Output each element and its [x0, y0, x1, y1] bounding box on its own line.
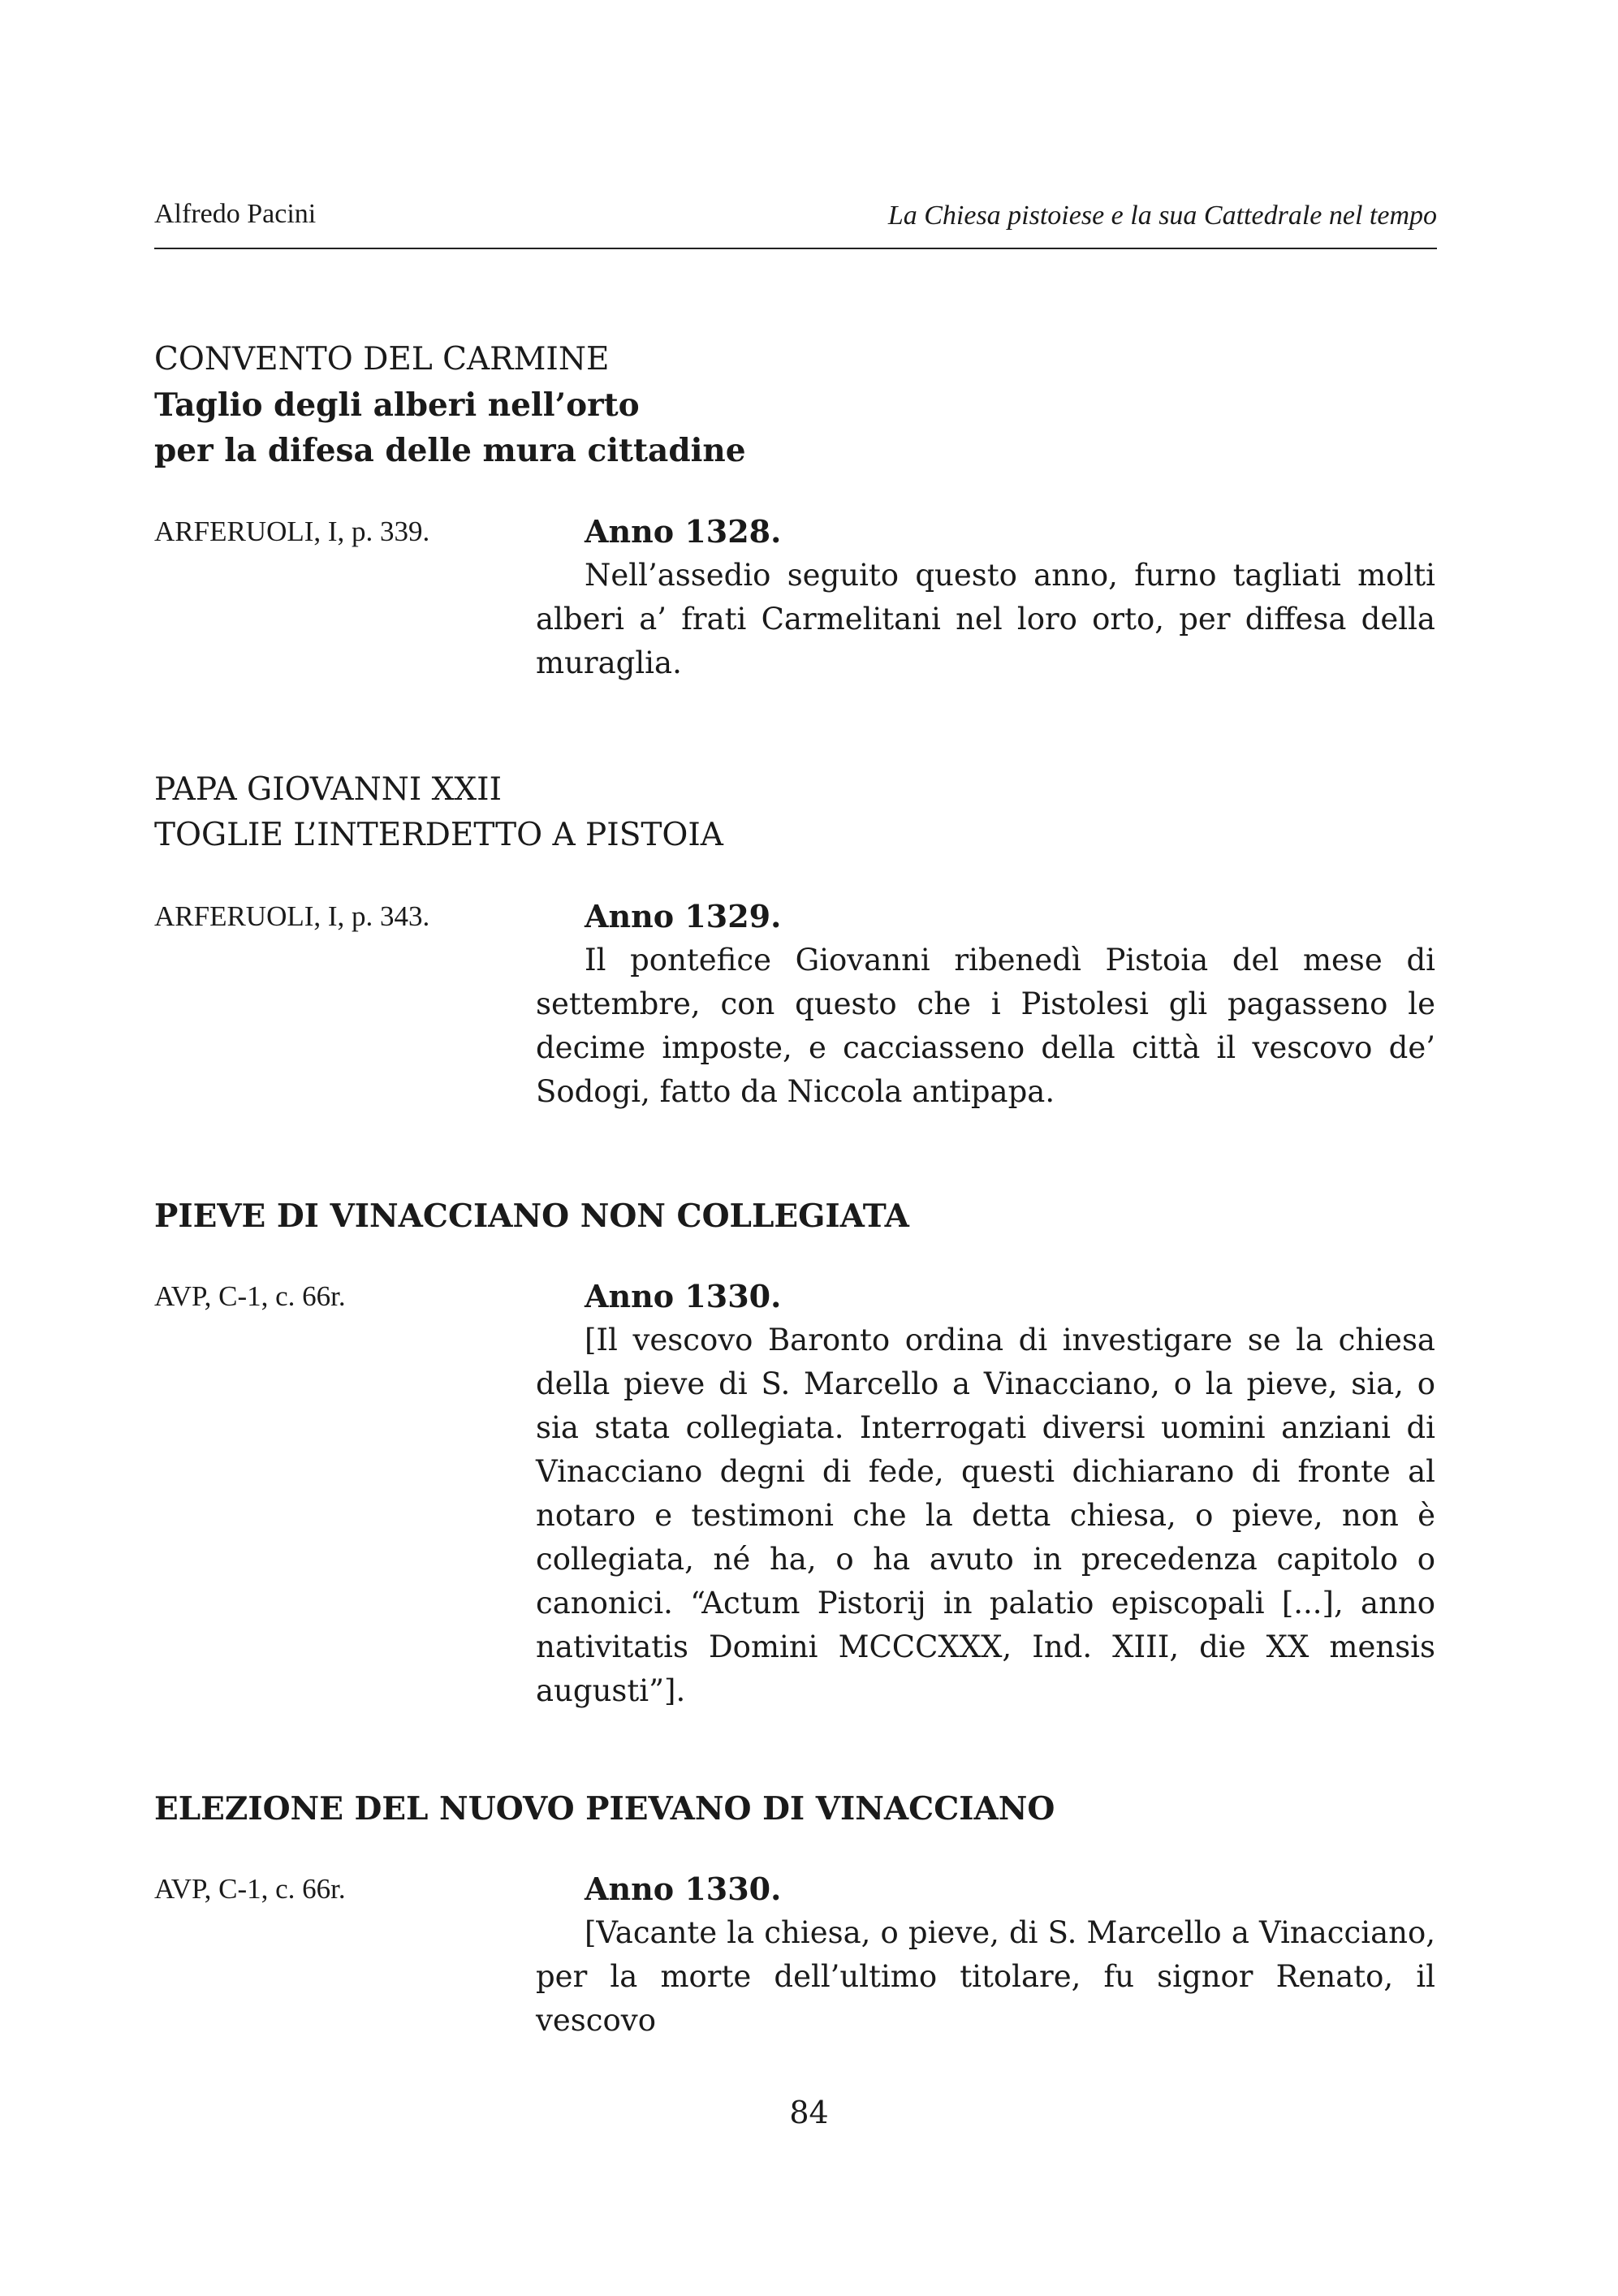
entry-text: [Il vescovo Baronto ordina di investigare se la chiesa della pieve di S. Marcello a Vinacciano, o la pieve, sia, o sia stata collegiata. Interrogati diversi uomini anziani di Vinacciano degni di fede, questi dichiarano di fronte al notaro e testimoni che la detta chiesa, o pieve, non è collegiata, né ha, o ha avuto in precedenza capitolo o canonici. “Actum Pistorij in palatio episcopali [...], anno nativitatis Domini MCCCXXX, Ind. XIII, die XX mensis augusti”].: [536, 1323, 1435, 1708]
section-title-line: ELEZIONE DEL NUOVO PIEVANO DI VINACCIANO: [154, 1790, 1055, 1828]
section-title-papa: [154, 767, 1453, 858]
source-reference: ARFERUOLI, I, p. 339.: [154, 516, 430, 547]
entry-year: Anno 1330.: [585, 1871, 782, 1907]
source-reference: ARFERUOLI, I, p. 343.: [154, 900, 430, 932]
chronicle-entry: [536, 510, 1435, 685]
chronicle-entry: [536, 1275, 1435, 1713]
entry-year: Anno 1330.: [585, 1278, 782, 1314]
section-title-elezione: [154, 1786, 1453, 1832]
section-subtitle-line: per la difesa delle mura cittadine: [154, 432, 746, 469]
entry-text: Nell’assedio seguito questo anno, furno tagliati molti alberi a’ frati Carmelitani nel loro orto, per diffesa della muraglia.: [536, 558, 1435, 680]
section-title-convento: [154, 337, 1453, 473]
entry-year: Anno 1329.: [585, 898, 782, 934]
entry-text: [Vacante la chiesa, o pieve, di S. Marcello a Vinacciano, per la morte dell’ultimo titolare, fu signor Renato, il vescovo: [536, 1915, 1435, 2038]
header-title: La Chiesa pistoiese e la sua Cattedrale nel tempo: [887, 201, 1437, 231]
section-title-line: PIEVE DI VINACCIANO NON COLLEGIATA: [154, 1198, 909, 1235]
section-title-pieve: [154, 1193, 1453, 1239]
section-title-line: TOGLIE L’INTERDETTO A PISTOIA: [154, 817, 723, 853]
chronicle-entry: [536, 1867, 1435, 2043]
section-subtitle-line: Taglio degli alberi nell’orto: [154, 386, 640, 424]
page-number: 84: [789, 2095, 829, 2130]
entry-text: Il pontefice Giovanni ribenedì Pistoia del mese di settembre, con questo che i Pistolesi gli pagasseno le decime imposte, e cacciasseno della città il vescovo de’ Sodogi, fatto da Niccola antipapa.: [536, 943, 1435, 1109]
chronicle-entry: [536, 895, 1435, 1114]
entry-year: Anno 1328.: [585, 513, 782, 550]
running-header: [154, 199, 1437, 249]
source-reference: AVP, C-1, c. 66r.: [154, 1873, 346, 1905]
section-title-line: CONVENTO DEL CARMINE: [154, 341, 610, 378]
header-author: Alfredo Pacini: [154, 199, 317, 229]
source-reference: AVP, C-1, c. 66r.: [154, 1280, 346, 1312]
section-title-line: PAPA GIOVANNI XXII: [154, 771, 502, 808]
